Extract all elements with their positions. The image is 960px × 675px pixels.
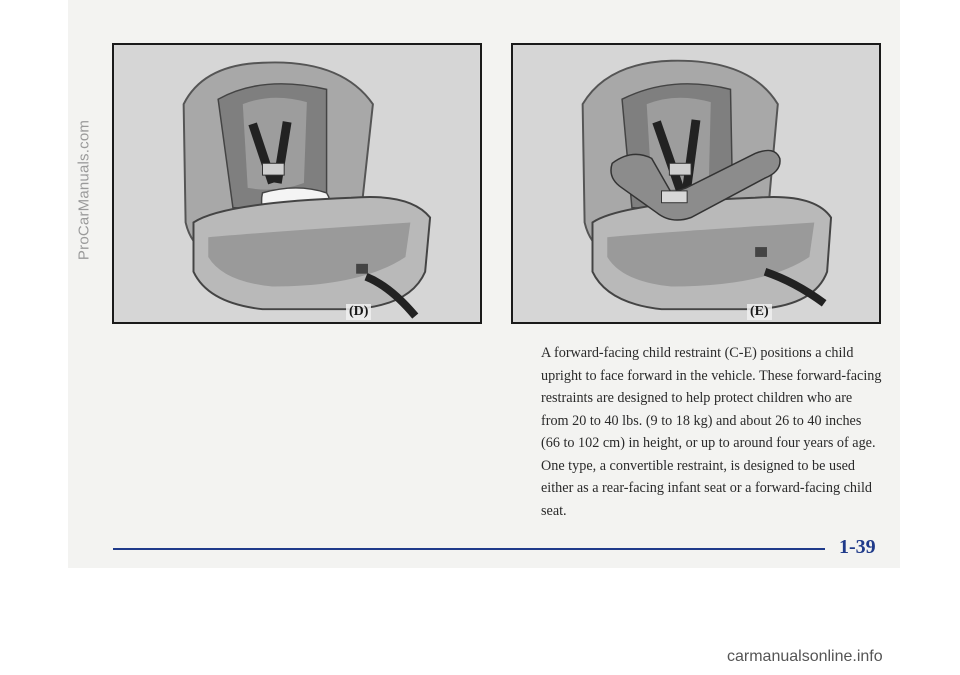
child-seat-d-icon (114, 45, 480, 322)
bottom-watermark: carmanualsonline.info (727, 648, 883, 665)
figure-e-label: (E) (747, 304, 772, 320)
footer-rule (113, 548, 825, 550)
body-paragraph: A forward-facing child restraint (C-E) positions a child upright to face forward in the vehicle. These forward-facing restraints are designed to help protect children who are from 20 to 40 lbs. (9 to 18 kg) and about 26 to 40 inches (66 to 102 cm) in height, or up to around four years of age. One type, a convertible restraint, is designed to be used either as a rear-facing infant seat or a forward-facing child seat. (541, 345, 882, 519)
child-seat-e-icon (513, 45, 879, 322)
figure-d (112, 43, 482, 324)
page-number: 1-39 (839, 536, 876, 558)
figure-e (511, 43, 881, 324)
side-watermark: ProCarManuals.com (75, 119, 93, 261)
figure-d-label: (D) (346, 304, 371, 320)
